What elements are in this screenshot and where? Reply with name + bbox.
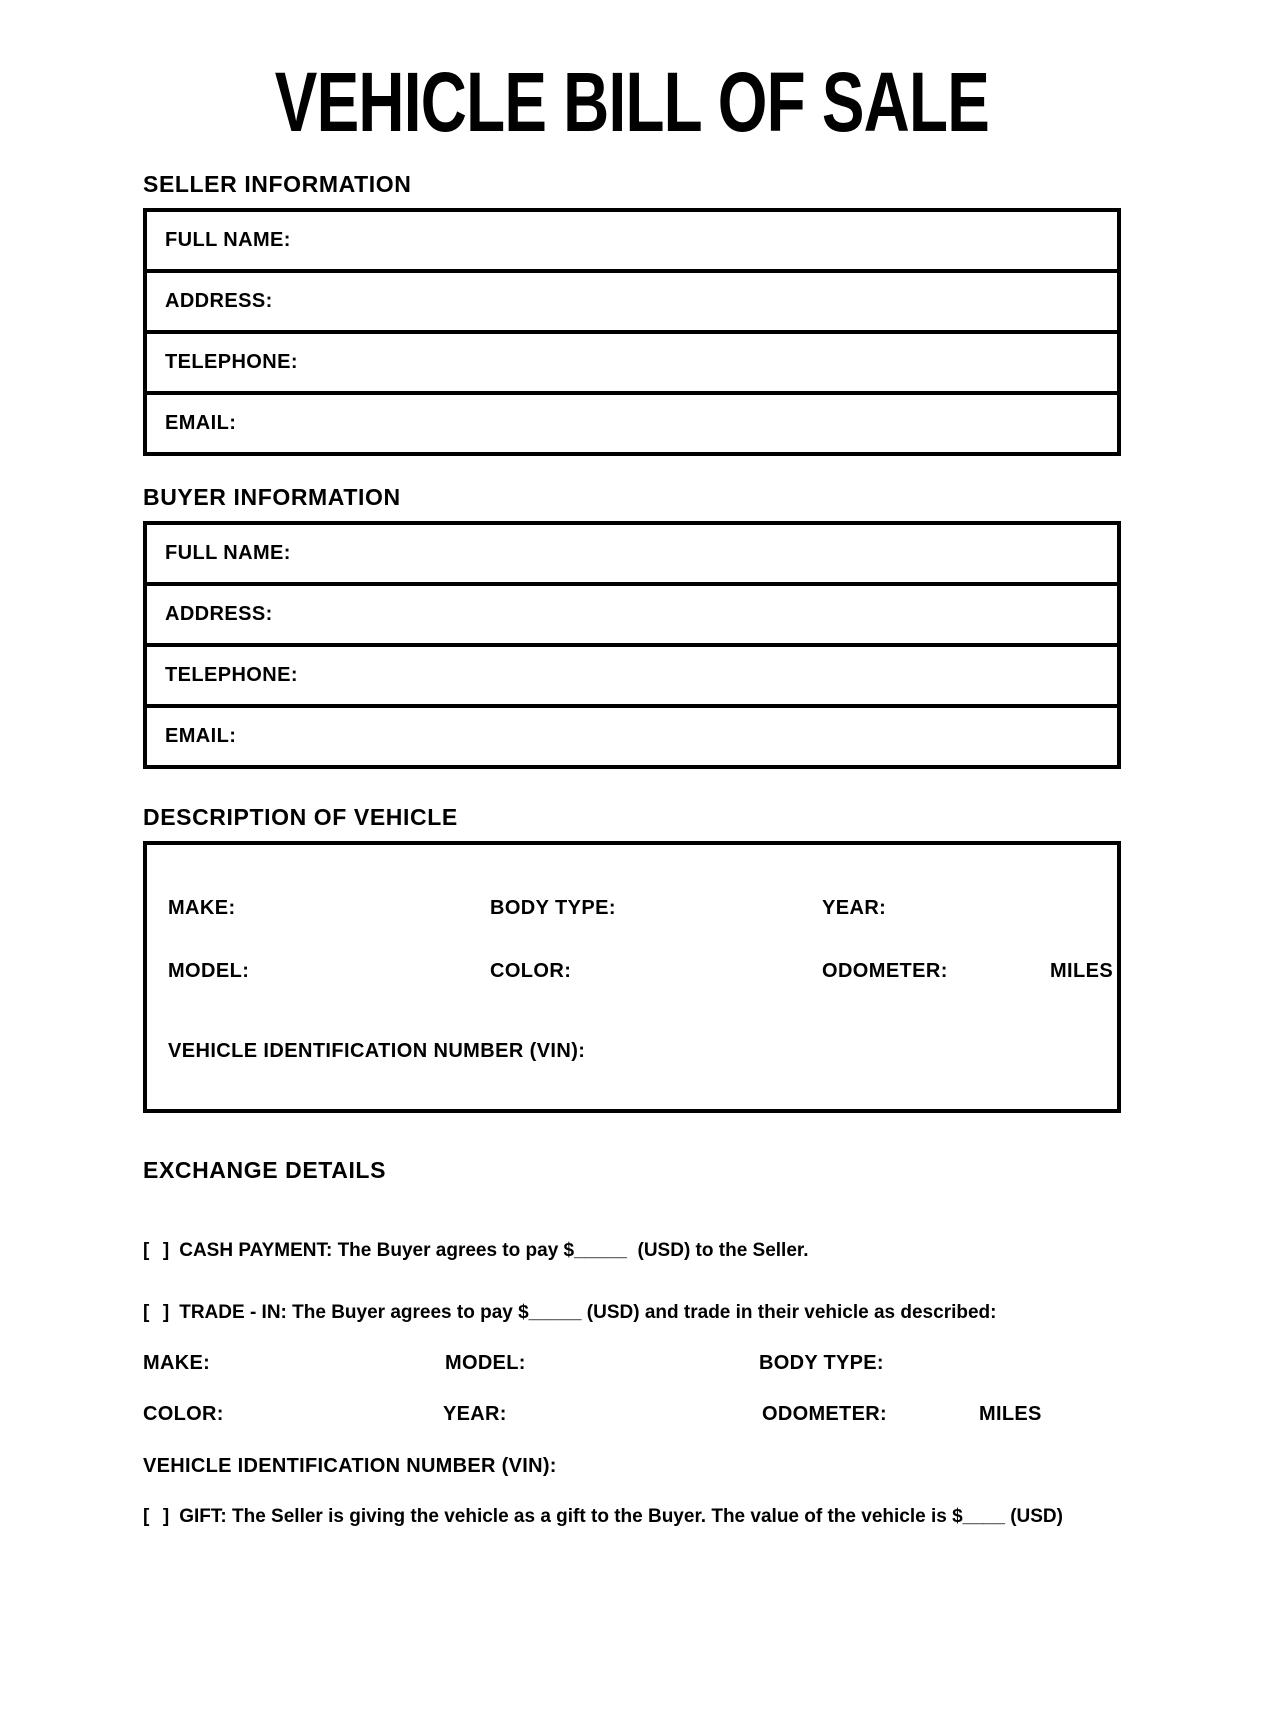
seller-full-name-label: FULL NAME: <box>165 229 291 251</box>
vehicle-year-cell <box>822 895 1117 921</box>
buyer-email-label: EMAIL: <box>165 725 237 747</box>
document-title-text: VEHICLE BILL OF SALE <box>274 55 990 149</box>
trade-in-year-label: YEAR: <box>443 1403 507 1425</box>
vehicle-vin-cell <box>168 1038 1117 1064</box>
trade-in-body-type-label: BODY TYPE: <box>759 1352 884 1374</box>
seller-telephone-row <box>147 334 1117 395</box>
buyer-email-input-area[interactable] <box>236 708 1099 765</box>
buyer-address-input-area[interactable] <box>273 586 1099 643</box>
seller-telephone-label: TELEPHONE: <box>165 351 298 373</box>
cash-payment-text: CASH PAYMENT: The Buyer agrees to pay $_____ (USD) to the Seller. <box>179 1240 809 1261</box>
cash-payment-line <box>143 1239 1121 1263</box>
seller-full-name-input-area[interactable] <box>291 212 1099 269</box>
trade-in-make-label: MAKE: <box>143 1352 211 1374</box>
gift-checkbox[interactable]: [ ] <box>143 1506 171 1527</box>
seller-info-box <box>143 208 1121 456</box>
vehicle-model-cell <box>168 958 490 984</box>
gift-line <box>143 1505 1121 1529</box>
buyer-section-heading: BUYER INFORMATION <box>143 484 401 510</box>
buyer-email-row <box>147 708 1117 765</box>
vehicle-desc-row-3 <box>147 1038 1117 1064</box>
vehicle-miles-label: MILES <box>1050 959 1114 982</box>
trade-in-vehicle-row-2 <box>143 1403 1153 1427</box>
buyer-full-name-row <box>147 525 1117 586</box>
vehicle-miles-cell <box>1050 958 1117 984</box>
vehicle-color-label: COLOR: <box>490 959 572 982</box>
trade-in-color-label: COLOR: <box>143 1403 224 1425</box>
seller-address-row <box>147 273 1117 334</box>
vehicle-make-input-area[interactable] <box>236 895 490 921</box>
vehicle-color-cell <box>490 958 822 984</box>
trade-in-line <box>143 1301 1121 1325</box>
vehicle-model-input-area[interactable] <box>249 958 490 984</box>
trade-in-vin-line <box>143 1454 1121 1478</box>
vehicle-year-label: YEAR: <box>822 896 887 919</box>
trade-in-vin-label: VEHICLE IDENTIFICATION NUMBER (VIN): <box>143 1455 557 1477</box>
buyer-telephone-label: TELEPHONE: <box>165 664 298 686</box>
buyer-info-box <box>143 521 1121 769</box>
vehicle-make-label: MAKE: <box>168 896 236 919</box>
seller-telephone-input-area[interactable] <box>298 334 1099 391</box>
vehicle-desc-row-1 <box>147 895 1117 921</box>
vehicle-body-type-label: BODY TYPE: <box>490 896 616 919</box>
trade-in-odometer-label: ODOMETER: <box>762 1403 887 1425</box>
buyer-telephone-row <box>147 647 1117 708</box>
buyer-address-row <box>147 586 1117 647</box>
trade-in-text: TRADE - IN: The Buyer agrees to pay $_____ (USD) and trade in their vehicle as described: <box>179 1302 997 1323</box>
seller-address-label: ADDRESS: <box>165 290 273 312</box>
vehicle-body-type-cell <box>490 895 822 921</box>
seller-full-name-row <box>147 212 1117 273</box>
trade-in-model-label: MODEL: <box>445 1352 526 1374</box>
vehicle-body-type-input-area[interactable] <box>616 895 822 921</box>
vehicle-miles-fill <box>1113 958 1117 984</box>
vehicle-odometer-input-area[interactable] <box>948 958 1050 984</box>
vehicle-odometer-label: ODOMETER: <box>822 959 948 982</box>
vehicle-model-label: MODEL: <box>168 959 250 982</box>
vehicle-make-cell <box>168 895 490 921</box>
bill-of-sale-document <box>0 55 1131 1529</box>
buyer-address-label: ADDRESS: <box>165 603 273 625</box>
exchange-section-heading: EXCHANGE DETAILS <box>143 1157 387 1183</box>
seller-email-row <box>147 395 1117 452</box>
trade-in-miles-label: MILES <box>979 1403 1042 1425</box>
cash-payment-checkbox[interactable]: [ ] <box>143 1240 171 1261</box>
trade-in-vehicle-row-1 <box>143 1352 1153 1376</box>
vehicle-vin-input-area[interactable] <box>585 1038 1117 1064</box>
buyer-full-name-label: FULL NAME: <box>165 542 291 564</box>
vehicle-description-box <box>143 841 1121 1113</box>
document-title <box>143 55 1121 149</box>
vehicle-year-input-area[interactable] <box>886 895 1117 921</box>
seller-email-input-area[interactable] <box>236 395 1099 452</box>
gift-text: GIFT: The Seller is giving the vehicle as a gift to the Buyer. The value of the vehicle is $____ (USD) <box>179 1506 1063 1527</box>
seller-address-input-area[interactable] <box>273 273 1099 330</box>
seller-section-heading: SELLER INFORMATION <box>143 171 412 197</box>
buyer-telephone-input-area[interactable] <box>298 647 1099 704</box>
vehicle-section-heading: DESCRIPTION OF VEHICLE <box>143 804 458 830</box>
vehicle-odometer-cell <box>822 958 1050 984</box>
vehicle-vin-label: VEHICLE IDENTIFICATION NUMBER (VIN): <box>168 1039 586 1062</box>
vehicle-color-input-area[interactable] <box>571 958 822 984</box>
trade-in-checkbox[interactable]: [ ] <box>143 1302 171 1323</box>
seller-email-label: EMAIL: <box>165 412 237 434</box>
buyer-full-name-input-area[interactable] <box>291 525 1099 582</box>
vehicle-desc-row-2 <box>147 958 1117 984</box>
